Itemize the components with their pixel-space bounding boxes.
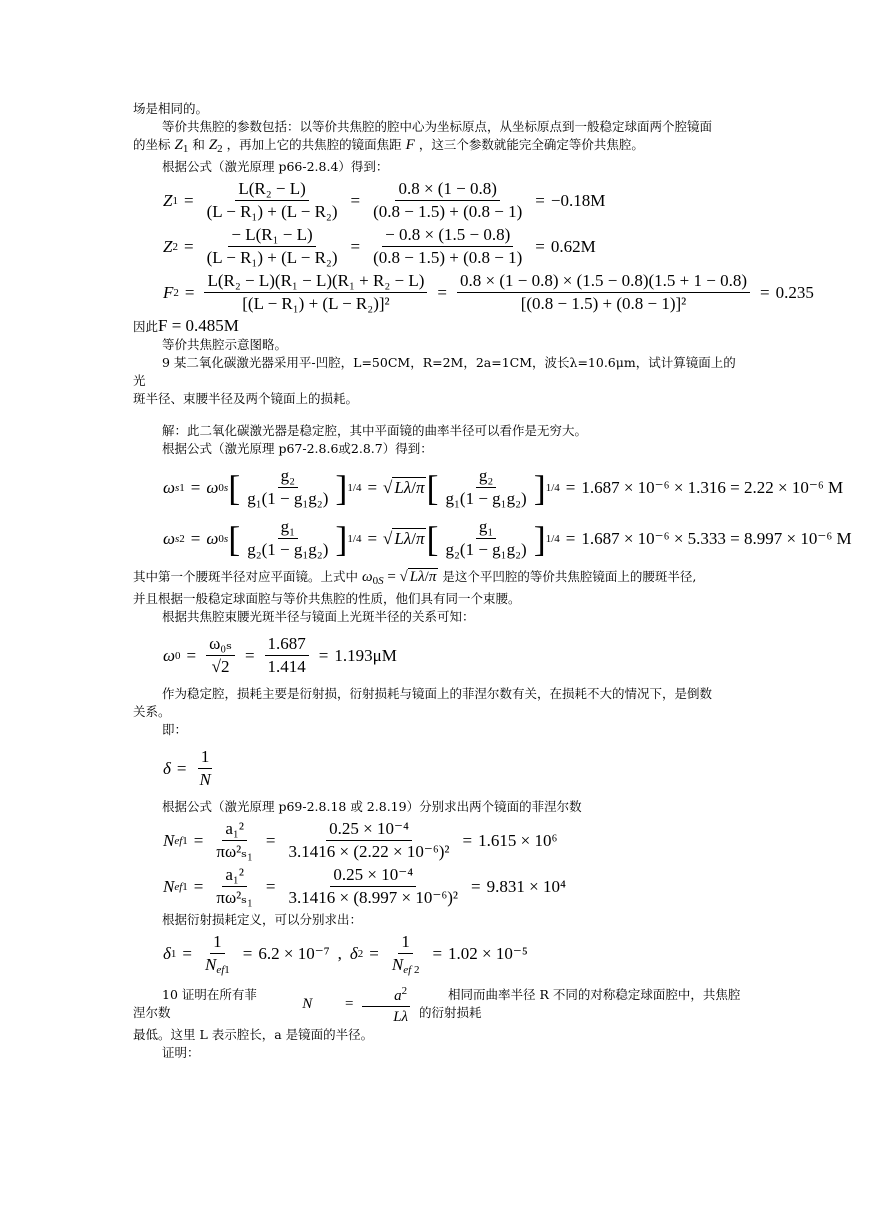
text-line: 其中第一个腰斑半径对应平面镜。上式中 $\omega_{0S}$ = √ Lλ/π 是这个平凹腔的等价共焦腔镜面上的腰斑半径,: [133, 569, 697, 587]
equation-ws2: ω s2 = ω 0s [ $\frac{\text{g₁}}{\text{g₂(1 − g₁g₂)}}$ ] 1/4 = √ Lλ/π [ $\frac{\text{g₁}}{\text{g₂(1 − g₁g₂)}}$ ] 1/4 = 1.687 × 10⁻⁶ × 5.333 = 8.997 × 10⁻⁶ M: [163, 517, 852, 559]
text-line: 根据公式（激光原理 p69-2.8.18 或 2.8.19）分别求出两个镜面的菲涅尔数: [162, 799, 582, 814]
text-line: 因此F = 0.485M: [133, 316, 239, 335]
text-line: 最低。这里 L 表示腔长，a 是镜面的半径。: [133, 1027, 374, 1042]
text-line: 等价共焦腔示意图略。: [162, 337, 288, 352]
equation-nef1: N ef1 = $\frac{\text{a₁²}}{\text{πω²ₛ₁}}$ = $\frac{\text{0.25 × 10⁻⁴}}{\text{3.1416 × (2.22 × 10⁻⁶)²}}$ = 1.615 × 10⁶: [163, 819, 558, 861]
text-line: 根据共焦腔束腰光斑半径与镜面上光斑半径的关系可知：: [162, 609, 475, 624]
text-line: 等价共焦腔的参数包括：以等价共焦腔的腔中心为坐标原点，从坐标原点到一般稳定球面两个腔镜面: [162, 119, 713, 134]
text-line: 根据公式（激光原理 p67-2.8.6或2.8.7）得到：: [162, 441, 433, 456]
text-line: 关系。: [133, 704, 171, 719]
equation-f2: F 2 = $\frac{\text{L(R₂ − L)(R₁ − L)(R₁ + R₂ − L)}}{\text{[(L − R₁) + (L − R₂)]²}}$ = $\frac{0.8 \times (1 - 0.8) \times (1.5 - 0.8)(1.5 + 1 - 0.8)}{\text{[(0.8 − 1.5) + (0.8 − 1)]²}}$ = 0.235: [163, 271, 814, 313]
text-line: 证明：: [162, 1045, 200, 1060]
text-line: 9 某二氧化碳激光器采用平-凹腔，L=50CM，R=2M，2a=1CM，波长λ=10.6μm，试计算镜面上的光: [133, 355, 736, 388]
equation-deltas: δ 1 = $\frac{1}{\text{Nef1}}$ = 6.2 × 10⁻⁷ , δ 2 = $\frac{1}{\text{Nef 2}}$ = 1.02 × 10⁻⁵: [163, 932, 528, 976]
equation-nef2: N ef1 = $\frac{\text{a₁²}}{\text{πω²ₛ₁}}$ = $\frac{\text{0.25 × 10⁻⁴}}{\text{3.1416 × (8.997 × 10⁻⁶)²}}$ = 9.831 × 10⁴: [163, 865, 566, 907]
equation-w0: ω 0 = $\frac{\text{ω₀ₛ}}{√2}$ = $\frac{1.687}{1.414}$ = 1.193μM: [163, 634, 397, 676]
equation-ws1: ω s1 = ω 0s [ $\frac{\text{g₂}}{\text{g₁(1 − g₁g₂)}}$ ] 1/4 = √ Lλ/π [ $\frac{\text{g₂}}{\text{g₁(1 − g₁g₂)}}$ ] 1/4 = 1.687 × 10⁻⁶ × 1.316 = 2.22 × 10⁻⁶ M: [163, 466, 844, 508]
equation-delta: δ = $\frac{1}{N}$: [163, 747, 211, 789]
text-line: 的坐标 $Z_1$ 和 $Z_2$ ，再加上它的共焦腔的镜面焦距 F ，这三个参数就能完全确定等价共焦腔。: [133, 137, 644, 155]
text-line: 根据公式（激光原理 p66-2.8.4）得到：: [162, 159, 389, 174]
text-line: 斑半径、束腰半径及两个镜面上的损耗。: [133, 391, 359, 406]
text-line: 即：: [162, 722, 188, 737]
text-line: 根据衍射损耗定义，可以分别求出：: [162, 912, 363, 927]
text-line: 10 证明在所有菲涅尔数 N = $\frac{a^2}{L\lambda}$ 相同而曲率半径 R 不同的对称稳定球面腔中，共焦腔的衍射损耗: [133, 982, 743, 1026]
document-page: [133, 100, 852, 1062]
text-line: 作为稳定腔，损耗主要是衍射损，衍射损耗与镜面上的菲涅尔数有关，在损耗不大的情况下，是倒数: [162, 686, 713, 701]
equation-z1: Z 1 = $\frac{\text{L(R₂ − L)}}{\text{(L − R₁) + (L − R₂)}}$ = $\frac{0.8 \times (1 - 0.8)}{(0.8 - 1.5) + (0.8 - 1)}$ = −0.18M: [163, 179, 606, 221]
text-line: 并且根据一般稳定球面腔与等价共焦腔的性质，他们具有同一个束腰。: [133, 591, 521, 606]
text-line: 解：此二氧化碳激光器是稳定腔，其中平面镜的曲率半径可以看作是无穷大。: [162, 423, 588, 438]
equation-z2: Z 2 = $\frac{\text{− L(R₁ − L)}}{\text{(L − R₁) + (L − R₂)}}$ = $\frac{- 0.8 \times (1.5 - 0.8)}{(0.8 - 1.5) + (0.8 - 1)}$ = 0.62M: [163, 225, 596, 267]
text-line: 场是相同的。: [133, 101, 209, 116]
